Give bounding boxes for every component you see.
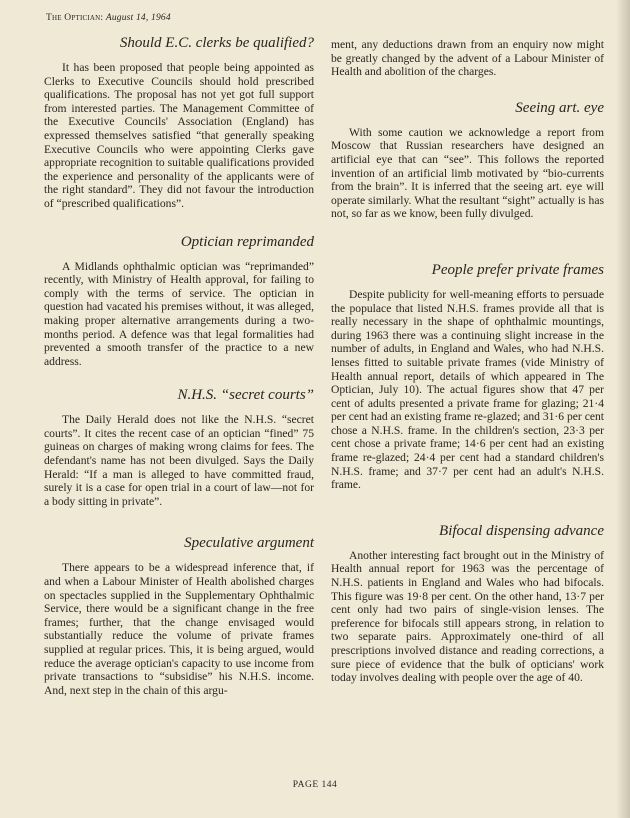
- article-continuation: [331, 38, 604, 79]
- article-heading: Seeing art. eye: [515, 99, 604, 116]
- article-heading: People prefer private frames: [431, 261, 604, 278]
- article-paragraph: With some caution we acknowledge a report from Moscow that Russian researchers have designed an artificial eye that can “see”. This follows the reported invention of an artificial limb motivated by “bio-currents from the brain”. It is inferred that the seeing art. eye will operate similarly. What the resultant “sight” actually is has not, so far as we know, been fully divulged.: [331, 125, 604, 221]
- article-secret-courts: [44, 386, 314, 508]
- article-paragraph: It has been proposed that people being appointed as Clerks to Executive Councils should hold prescribed qualifications. The proposal has not yet got full support from interested parties. The Management Committee of the Executive Councils' Association (England) has expressed themselves satisfied “that generally speaking Executive Councils who were appointing Clerks gave appropriate recognition to suitable qualifications provided the experience and personality of the applicants were of the right standard”. They did not favour the introduction of “prescribed qualifications”.: [44, 61, 314, 210]
- article-paragraph: ment, any deductions drawn from an enquiry now might be greatly changed by the advent of a Labour Minister of Health and abolition of the charges.: [331, 38, 604, 79]
- article-paragraph: Another interesting fact brought out in the Ministry of Health annual report for 1963 was the percentage of N.H.S. patients in England and Wales who had bifocals. This figure was 19·8 per cent. On the other hand, 13·7 per cent only had two pairs of single-vision lenses. The preference for bifocals still appears strong, in relation to two separate pairs. Approximately one-third of all prescriptions involved distance and reading corrections, a sure piece of evidence that the bulk of opticians' work today involves dealing with people over the age of 40.: [331, 548, 604, 685]
- article-seeing-art-eye: [331, 99, 604, 221]
- article-bifocal-dispensing: [331, 522, 604, 685]
- article-paragraph: A Midlands ophthalmic optician was “reprimanded” recently, with Ministry of Health approval, for failing to comply with the terms of service. The optician in question had vacated his premises without, it was alleged, making proper alternative arrangements during a two-months period. A defence was that legal formalities had prevented a smooth transfer of the practice to a new address.: [44, 259, 314, 368]
- article-paragraph: There appears to be a widespread inference that, if and when a Labour Minister of Health abolished charges on spectacles supplied in the Supplementary Ophthalmic Service, there would be a significant change in the free frames; further, that the change envisaged would substantially reduce the volume of private frames supplied at regular prices. This, it is being argued, would reduce the average optician's capacity to use income from private transactions to “subsidise” his N.H.S. income. And, next step in the chain of this argu-: [44, 561, 314, 697]
- article-private-frames: [331, 261, 604, 492]
- page-edge-shadow: [616, 0, 630, 818]
- publication-name: The Optician:: [46, 13, 104, 23]
- page-number: PAGE 144: [292, 780, 338, 790]
- article-heading: Optician reprimanded: [180, 233, 314, 250]
- issue-date: August 14, 1964: [105, 13, 171, 23]
- left-column: [44, 34, 314, 697]
- article-heading: N.H.S. “secret courts”: [177, 387, 314, 404]
- article-paragraph: Despite publicity for well-meaning efforts to persuade the populace that listed N.H.S. frames provide all that is really necessary in the shape of ophthalmic mountings, during 1963 there was a continuing slight increase in the number of adults, in England and Wales, who had N.H.S. lenses fitted to suitable private frames (vide Ministry of Health annual report, details of which appeared in The Optician, July 10). The actual figures show that 47 per cent of adults presented a private frame for glazing; 21·4 per cent had an existing frame re-glazed; and 31·6 per cent chose a N.H.S. frame. In the children's section, 23·3 per cent chose a private frame; 14·6 per cent had an existing frame re-glazed; 24·4 per cent had a standard children's N.H.S. frame; and 37·7 per cent had an adult's N.H.S. frame.: [331, 287, 604, 492]
- running-head: [46, 13, 171, 23]
- article-speculative-argument: [44, 534, 314, 697]
- article-heading: Speculative argument: [184, 535, 314, 552]
- article-heading: Should E.C. clerks be qualified?: [119, 35, 314, 51]
- article-heading: Bifocal dispensing advance: [439, 522, 604, 539]
- article-ec-clerks: [44, 34, 314, 211]
- article-paragraph: The Daily Herald does not like the N.H.S. “secret courts”. It cites the recent case of an optician “fined” 75 guineas on charges of making wrong claims for fees. The defendant's name has not been divulged. Says the Daily Herald: “If a man is alleged to have committed fraud, surely it is a case for open trial in a court of law—not for a body sitting in private”.: [44, 413, 314, 508]
- article-optician-reprimanded: [44, 233, 314, 369]
- right-column: [331, 38, 604, 685]
